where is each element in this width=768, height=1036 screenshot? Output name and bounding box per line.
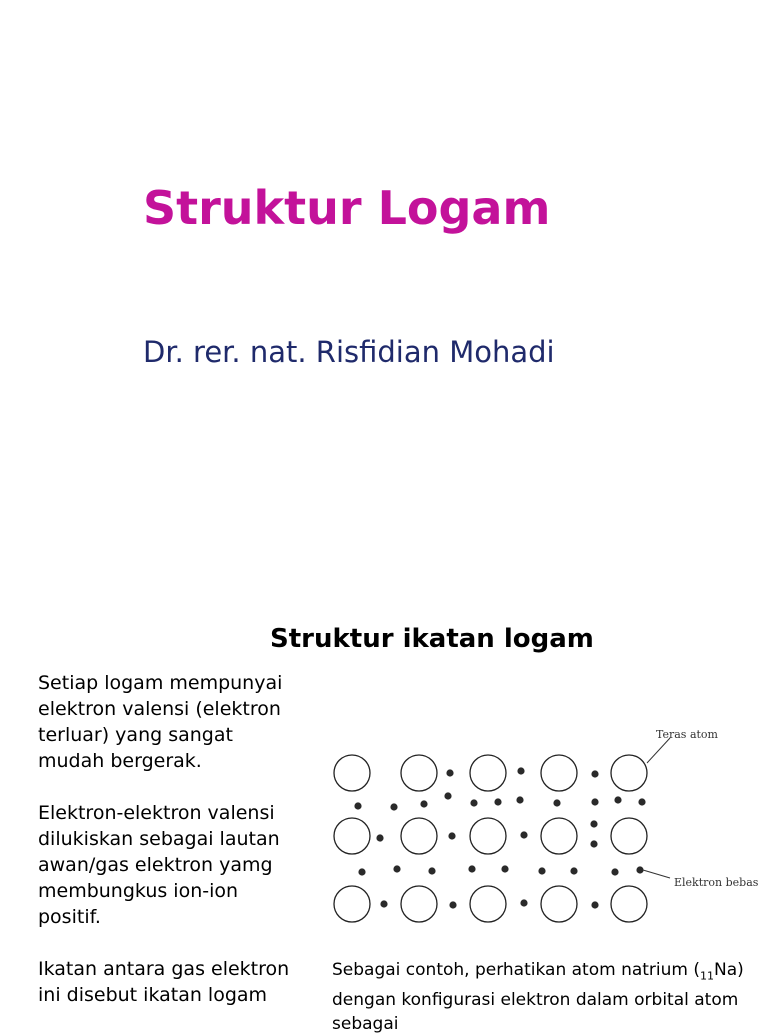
caption	[332, 958, 752, 1036]
electron-dot	[380, 900, 387, 907]
electron-dot	[358, 868, 365, 875]
electron-dot	[428, 867, 435, 874]
electron-dot	[520, 831, 527, 838]
electron-dot	[614, 796, 621, 803]
electron-label-pointer	[643, 870, 670, 878]
electron-dot	[449, 901, 456, 908]
electron-dot	[390, 803, 397, 810]
electron-dot	[591, 770, 598, 777]
electron-sea-diagram	[322, 724, 768, 934]
author-name: Dr. rer. nat. Risfidian Mohadi	[143, 335, 555, 369]
electron-dot	[590, 820, 597, 827]
electron-dot	[590, 840, 597, 847]
electron-dot	[516, 796, 523, 803]
electron-dot	[393, 865, 400, 872]
paragraph-valence-electrons: Setiap logam mempunyai elektron valensi (elektron terluar) yang sangat mudah bergerak.	[38, 672, 283, 772]
slide-title: Struktur Logam	[143, 181, 551, 235]
atom-core-circle	[470, 818, 506, 854]
atom-core-circle	[611, 755, 647, 791]
electron-dot	[517, 767, 524, 774]
electron-dot	[501, 865, 508, 872]
electron-dot	[470, 799, 477, 806]
electron-dot	[570, 867, 577, 874]
atom-core-circle	[541, 886, 577, 922]
caption-part1: Sebagai contoh, perhatikan atom natrium (	[332, 960, 701, 980]
electron-dot	[553, 799, 560, 806]
electron-dot	[591, 901, 598, 908]
section-title: Struktur ikatan logam	[270, 624, 594, 654]
atom-core-circle	[541, 755, 577, 791]
paragraph-metallic-bond: Ikatan antara gas elektron ini disebut ikatan logam	[38, 958, 290, 1006]
electron-dot	[376, 834, 383, 841]
caption-subscript: 11	[700, 969, 715, 983]
atom-core-circle	[334, 886, 370, 922]
free-electrons	[354, 767, 645, 908]
atom-core-circle	[470, 755, 506, 791]
caption-part2: Na) dengan konfigurasi elektron dalam orbital atom sebagai	[332, 960, 744, 1035]
electron-dot	[448, 832, 455, 839]
atom-core-circle	[611, 886, 647, 922]
electron-dot	[611, 868, 618, 875]
core-label-pointer	[647, 738, 670, 763]
atom-core-circle	[401, 818, 437, 854]
atom-core-circle	[401, 755, 437, 791]
electron-dot	[446, 769, 453, 776]
electron-dot	[591, 798, 598, 805]
electron-dot	[636, 866, 643, 873]
electron-dot	[494, 798, 501, 805]
atom-core-circle	[401, 886, 437, 922]
electron-label: Elektron bebas	[674, 876, 759, 889]
electron-dot	[538, 867, 545, 874]
atom-core-circle	[470, 886, 506, 922]
electron-dot	[420, 800, 427, 807]
explanation-text	[38, 670, 328, 1034]
atom-core-circle	[541, 818, 577, 854]
electron-dot	[638, 798, 645, 805]
paragraph-electron-sea: Elektron-elektron valensi dilukiskan sebagai lautan awan/gas elektron yamg membungkus ion-ion positif.	[38, 802, 280, 928]
electron-dot	[444, 792, 451, 799]
electron-dot	[520, 899, 527, 906]
electron-dot	[354, 802, 361, 809]
electron-dot	[468, 865, 475, 872]
atom-core-circle	[611, 818, 647, 854]
atom-core-circle	[334, 755, 370, 791]
atom-core-circle	[334, 818, 370, 854]
core-label: Teras atom	[656, 728, 718, 741]
